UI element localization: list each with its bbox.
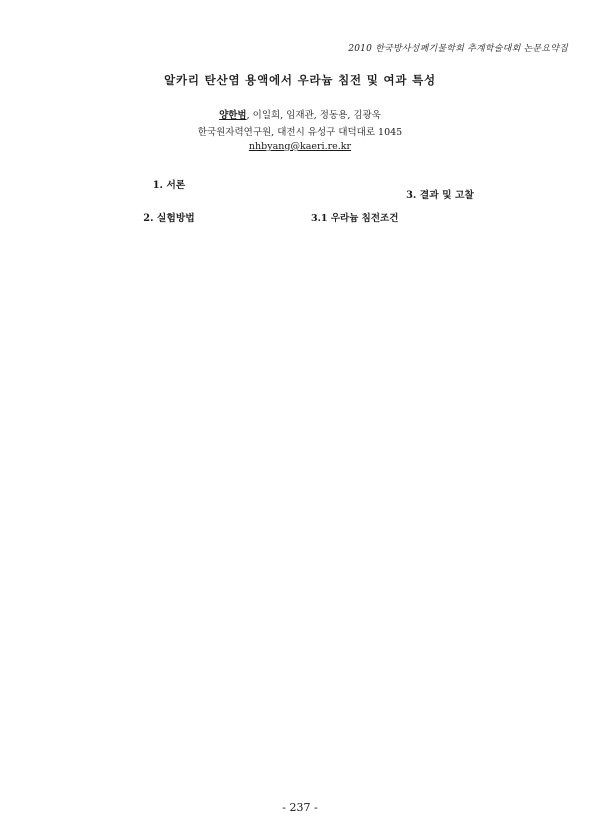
section-heading-method: 2. 실험방법 — [143, 213, 195, 225]
section-heading-results: 3. 결과 및 고찰 — [406, 190, 474, 201]
left-column — [40, 178, 298, 234]
section-heading-intro: 1. 서론 — [152, 180, 186, 191]
running-head: 2010 한국방사성폐기물학회 추계학술대회 논문요약집 — [348, 44, 568, 54]
affiliation: 한국원자력연구원, 대전시 유성구 대덕대로 1045 — [197, 127, 403, 138]
page-number: - 237 - — [282, 801, 318, 814]
lead-author: 양한범 — [219, 110, 247, 121]
subsection-heading-precipitation: 3.1 우라늄 침전조건 — [311, 213, 399, 225]
paper-title: 알카리 탄산염 용액에서 우라늄 침전 및 여과 특성 — [164, 73, 436, 87]
co-authors: , 이일희, 임재관, 정동용, 김광욱 — [246, 110, 381, 121]
author-email[interactable]: nhbyang@kaeri.re.kr — [248, 141, 352, 152]
author-list — [0, 107, 600, 121]
right-column — [311, 178, 569, 228]
